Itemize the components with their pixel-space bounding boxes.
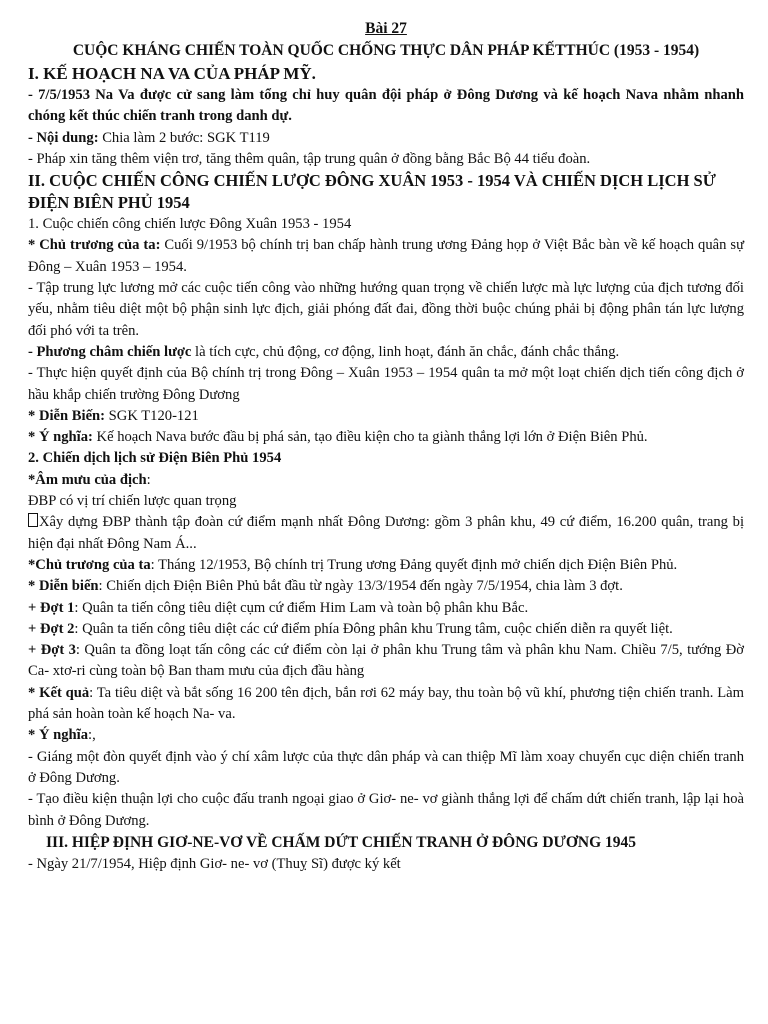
- s2-phuongcham-label: - Phương châm chiến lược: [28, 343, 192, 360]
- document-page: [28, 18, 744, 875]
- s2-ammuu-p1: ĐBP có vị trí chiến lược quan trọng: [28, 493, 237, 510]
- s2-ynghia-2-p2: - Tạo điều kiện thuận lợi cho cuộc đấu tranh ngoại giao ở Giơ- ne- vơ giành thắng lợi để chấm dứt chiến tranh, lập lại hoà bình ở Đông Dương.: [28, 791, 744, 829]
- s2-taptrung: - Tập trung lực lương mở các cuộc tiến công vào những hướng quan trọng về chiến lược mà lực lượng của địch tương đối yếu, nhằm tiêu diệt một bộ phận sinh lực địch, giải phóng đất đai, đồng thời buộc chúng phải bị động phân tán lực lượng đối phó với ta trên.: [28, 280, 744, 339]
- s2-ammuu: [28, 470, 744, 491]
- s2-dienbien: [28, 406, 744, 427]
- s2-ketqua-label: * Kết quả: [28, 684, 90, 701]
- s2-subheading-2: 2. Chiến dịch lịch sử Điện Biên Phủ 1954: [28, 450, 282, 467]
- s2-chutruong-2-label: *Chủ trương của ta: [28, 556, 151, 573]
- s2-dot-1-text: : Quân ta tiến công tiêu diệt cụm cứ điểm Him Lam và toàn bộ phân khu Bắc.: [74, 599, 529, 616]
- s2-ynghia-2-text: :,: [88, 727, 96, 744]
- s2-ynghia-text: Kế hoạch Nava bước đầu bị phá sản, tạo điều kiện cho ta giành thắng lợi lớn ở Điện Biên Phủ.: [92, 429, 648, 446]
- s2-ammuu-p2: [28, 512, 744, 555]
- document-title: CUỘC KHÁNG CHIẾN TOÀN QUỐC CHỐNG THỰC DÂN PHÁP KẾTTHÚC (1953 - 1954): [72, 42, 700, 59]
- s2-ammuu-colon: :: [146, 471, 151, 488]
- s1-paragraph-1: - 7/5/1953 Na Va được cử sang làm tổng chỉ huy quân đội pháp ở Đông Dương và kế hoạch Nava nhằm nhanh chóng kết thúc chiến tranh trong danh dự.: [28, 87, 744, 125]
- s2-dienbien-2: [28, 576, 744, 597]
- section-3-heading: III. HIỆP ĐỊNH GIƠ-NE-VƠ VỀ CHẤM DỨT CHIẾN TRANH Ở ĐÔNG DƯƠNG 1945: [46, 833, 637, 851]
- s2-chutruong-2-text: : Tháng 12/1953, Bộ chính trị Trung ương Đảng quyết định mở chiến dịch Điện Biên Phủ.: [150, 556, 678, 573]
- s2-ammuu-label: *Âm mưu của địch: [28, 471, 147, 488]
- s2-dot-3-label: + Đợt 3: [28, 642, 76, 659]
- missing-glyph-icon: [28, 513, 38, 527]
- s2-dot-1-label: + Đợt 1: [28, 599, 75, 616]
- s2-ketqua-text: : Ta tiêu diệt và bắt sống 16 200 tên địch, bắn rơi 62 máy bay, thu toàn bộ vũ khí, phương tiện chiến tranh. Làm phá sản hoàn toàn kế hoạch Na- va.: [28, 684, 744, 723]
- section-1-heading: I. KẾ HOẠCH NA VA CỦA PHÁP MỸ.: [28, 64, 316, 83]
- s2-ketqua: [28, 683, 744, 726]
- s1-paragraph-3: - Pháp xin tăng thêm viện trơ, tăng thêm quân, tập trung quân ở đồng bằng Bắc Bộ 44 tiểu đoàn.: [28, 150, 591, 167]
- s2-phuongcham: [28, 342, 744, 363]
- s1-noidung-label: - Nội dung:: [28, 129, 103, 146]
- s2-dienbien-text: SGK T120-121: [105, 407, 199, 424]
- s2-thuchien: - Thực hiện quyết định của Bộ chính trị trong Đông – Xuân 1953 – 1954 quân ta mở một loạt chiến dịch tiến công địch ở hầu khắp chiến trường Đông Dương: [28, 365, 744, 403]
- s2-dienbien-label: * Diễn Biến:: [28, 407, 106, 424]
- s2-ynghia-label: * Ý nghĩa:: [28, 429, 93, 446]
- s2-dienbien-2-text: : Chiến dịch Điện Biên Phủ bắt đầu từ ngày 13/3/1954 đến ngày 7/5/1954, chia làm 3 đợt.: [98, 578, 623, 595]
- s2-ammuu-p2-text: Xây dựng ĐBP thành tập đoàn cứ điểm mạnh nhất Đông Dương: gồm 3 phân khu, 49 cứ điểm, 16.200 quân, trang bị hiện đại nhất Đông Nam Á...: [28, 514, 744, 552]
- s2-dienbien-2-label: * Diễn biến: [28, 578, 99, 595]
- s2-phuongcham-text: là tích cực, chủ động, cơ động, linh hoạt, đánh ăn chắc, đánh chắc thắng.: [191, 343, 620, 360]
- s2-chutruong-text: Cuối 9/1953 bộ chính trị ban chấp hành trung ương Đảng họp ở Việt Bắc bàn về kế hoạch quân sự Đông – Xuân 1953 – 1954.: [28, 237, 744, 275]
- s2-dot-2: [28, 619, 744, 640]
- s2-dot-2-label: + Đợt 2: [28, 620, 75, 637]
- s2-ynghia-2: [28, 725, 744, 746]
- s2-ynghia-2-p1: - Giáng một đòn quyết định vào ý chí xâm lược của thực dân pháp và can thiệp Mĩ làm xoay chuyển cục diện chiến tranh ở Đông Dương.: [28, 748, 744, 786]
- lesson-number: Bài 27: [365, 20, 407, 37]
- s1-noidung-text: Chia làm 2 bước: SGK T119: [102, 129, 270, 146]
- s3-paragraph-1: - Ngày 21/7/1954, Hiệp định Giơ- ne- vơ (Thuỵ Sĩ) được ký kết: [28, 855, 401, 872]
- s2-subheading-1: 1. Cuộc chiến công chiến lược Đông Xuân 1953 - 1954: [28, 216, 352, 233]
- s2-chutruong: [28, 235, 744, 278]
- s2-chutruong-label: * Chủ trương của ta:: [28, 237, 161, 254]
- s2-ynghia-2-label: * Ý nghĩa: [28, 727, 89, 744]
- s2-chutruong-2: [28, 555, 744, 576]
- s2-ynghia: [28, 427, 744, 448]
- s2-dot-3-text: : Quân ta đồng loạt tấn công các cứ điểm còn lại ở phân khu Trung tâm và phân khu Nam. Chiều 7/5, tướng Đờ Ca- xtơ-ri cùng toàn bộ Ban tham mưu của địch đầu hàng: [28, 642, 745, 680]
- s2-dot-2-text: : Quân ta tiến công tiêu diệt các cứ điểm phía Đông phân khu Trung tâm, cuộc chiến diễn ra quyết liệt.: [74, 620, 673, 637]
- s1-paragraph-2: [28, 128, 744, 149]
- section-2-heading: II. CUỘC CHIẾN CÔNG CHIẾN LƯỢC ĐÔNG XUÂN 1953 - 1954 VÀ CHIẾN DỊCH LỊCH SỬ ĐIỆN BIÊN PHỦ 1954: [28, 171, 716, 213]
- s2-dot-1: [28, 598, 744, 619]
- s2-dot-3: [28, 640, 744, 683]
